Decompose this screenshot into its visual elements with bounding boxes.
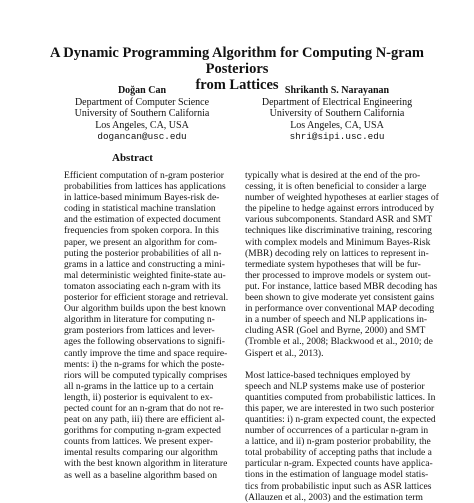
text-line: with the best known algorithm in literature (64, 458, 228, 470)
text-line: termediate system hypotheses that will be fur- (245, 258, 421, 270)
author-location: Los Angeles, CA, USA (290, 119, 384, 131)
body-paragraph (245, 370, 455, 503)
author-university: University of Southern California (269, 108, 405, 119)
abstract-heading: Abstract (112, 152, 153, 164)
author-university: University of Southern California (74, 108, 210, 119)
text-line: pected count for an n-gram that do not re- (64, 402, 224, 414)
text-line: in a number of speech and NLP applications in- (245, 314, 428, 326)
text-line: particular n-gram. Expected counts have applica- (245, 458, 433, 470)
text-line: Efficient computation of n-gram posterior (64, 170, 224, 181)
text-line: quantities: i) n-gram expected count, the expected (245, 413, 436, 425)
text-line: number of occurrences of a particular n-gram in (245, 425, 429, 437)
text-line: typically what is desired at the end of the pro- (245, 170, 421, 181)
text-line: cantly improve the time and space require- (64, 347, 228, 359)
text-line: in performance over conventional MAP decoding (245, 303, 435, 315)
text-line: peat on any path, iii) there are efficient al- (64, 414, 225, 426)
text-line: total probability of accepting paths that include a (245, 447, 432, 459)
text-line: Most lattice-based techniques employed by (245, 369, 411, 381)
author-department: Department of Electrical Engineering (261, 96, 413, 108)
text-line: Our algorithm builds upon the best known (64, 303, 226, 315)
title-line: from Lattices (195, 77, 279, 93)
text-line: speech and NLP systems make use of posterior (245, 380, 425, 392)
text-line: gorithms for computing n-gram expected (64, 425, 221, 437)
text-line: as well as a baseline algorithm based on (64, 469, 217, 481)
text-line: probabilities from lattices has applications (64, 181, 226, 193)
author-name: Shrikanth S. Narayanan (284, 85, 390, 96)
text-line: grams in a lattice and constructing a mini- (64, 258, 225, 270)
text-line: been shown to give moderate yet consistent gains (245, 292, 435, 304)
paragraph-gap (245, 359, 455, 370)
text-line: mal deterministic weighted finite-state au- (64, 269, 226, 281)
author-department: Department of Computer Science (74, 96, 210, 108)
text-line: paper, we present an algorithm for com- (64, 236, 218, 248)
text-line: ments: i) the n-grams for which the poste- (64, 358, 225, 370)
body-text-column (245, 170, 455, 503)
text-line: this paper, we are interested in two such posterior (245, 402, 435, 414)
author-block (237, 85, 437, 143)
text-line: (MBR) decoding rely on lattices to represent in- (245, 247, 429, 259)
text-line: cluding ASR (Goel and Byrne, 2000) and SMT (245, 325, 426, 337)
text-line: and the estimation of expected document (64, 214, 221, 226)
text-line: with complex models and Minimum Bayes-Risk (245, 236, 431, 248)
title-line: A Dynamic Programming Algorithm for Computing N-gram Posteriors (49, 45, 425, 77)
text-line: posterior for efficient storage and retrieval. (64, 292, 229, 304)
text-line: ther processed to improve models or system out- (245, 269, 431, 281)
text-line: techniques like discriminative training, rescoring (245, 225, 432, 237)
text-line: the pipeline to hedge against errors introduced by (245, 203, 435, 215)
text-line: cessing, it is often beneficial to consider a large (245, 181, 427, 193)
text-line: counts from lattices. We present exper- (64, 436, 213, 448)
text-line: various subcomponents. Standard ASR and SMT (245, 214, 433, 226)
text-line: tions in the estimation of language model statis- (245, 469, 429, 481)
text-line: algorithm in literature for computing n- (64, 314, 215, 326)
text-line: tomaton associating each n-gram with its (64, 280, 221, 292)
author-name: Doğan Can (117, 85, 167, 96)
text-line: all n-grams in the lattice up to a certain (64, 380, 214, 392)
author-email: shri@sipi.usc.edu (289, 131, 385, 142)
text-line: length, ii) posterior is equivalent to ex- (64, 391, 213, 403)
text-line: (Allauzen et al., 2003) and the estimation term (245, 491, 423, 503)
abstract-text (64, 170, 229, 481)
text-line: Gispert et al., 2013). (245, 347, 324, 359)
text-line: quantities computed from probabilistic lattices. In (245, 391, 436, 403)
text-line: frequencies from spoken corpora. In this (64, 225, 219, 237)
text-line: tics from probabilistic input such as ASR lattices (245, 480, 432, 492)
author-location: Los Angeles, CA, USA (95, 119, 189, 131)
text-line: gram posteriors from lattices and lever- (64, 325, 215, 337)
text-line: riors will be computed typically comprises (64, 369, 228, 381)
text-line: in lattice-based minimum Bayes-risk de- (64, 192, 220, 204)
text-line: ages the following observations to signifi- (64, 336, 225, 348)
body-paragraph (245, 170, 455, 359)
text-line: (Tromble et al., 2008; Blackwood et al., 2010; de (245, 336, 433, 348)
text-line: a lattice, and ii) n-gram posterior probability, the (245, 436, 431, 448)
text-line: number of weighted hypotheses at earlier stages of (245, 192, 439, 204)
text-line: imental results comparing our algorithm (64, 447, 218, 459)
text-line: coding in statistical machine translation (64, 203, 216, 215)
text-line: puting the posterior probabilities of all n- (64, 247, 222, 259)
text-line: put. For instance, lattice based MBR decoding has (245, 280, 438, 292)
author-email: dogancan@usc.edu (97, 131, 187, 142)
author-block (42, 85, 242, 143)
